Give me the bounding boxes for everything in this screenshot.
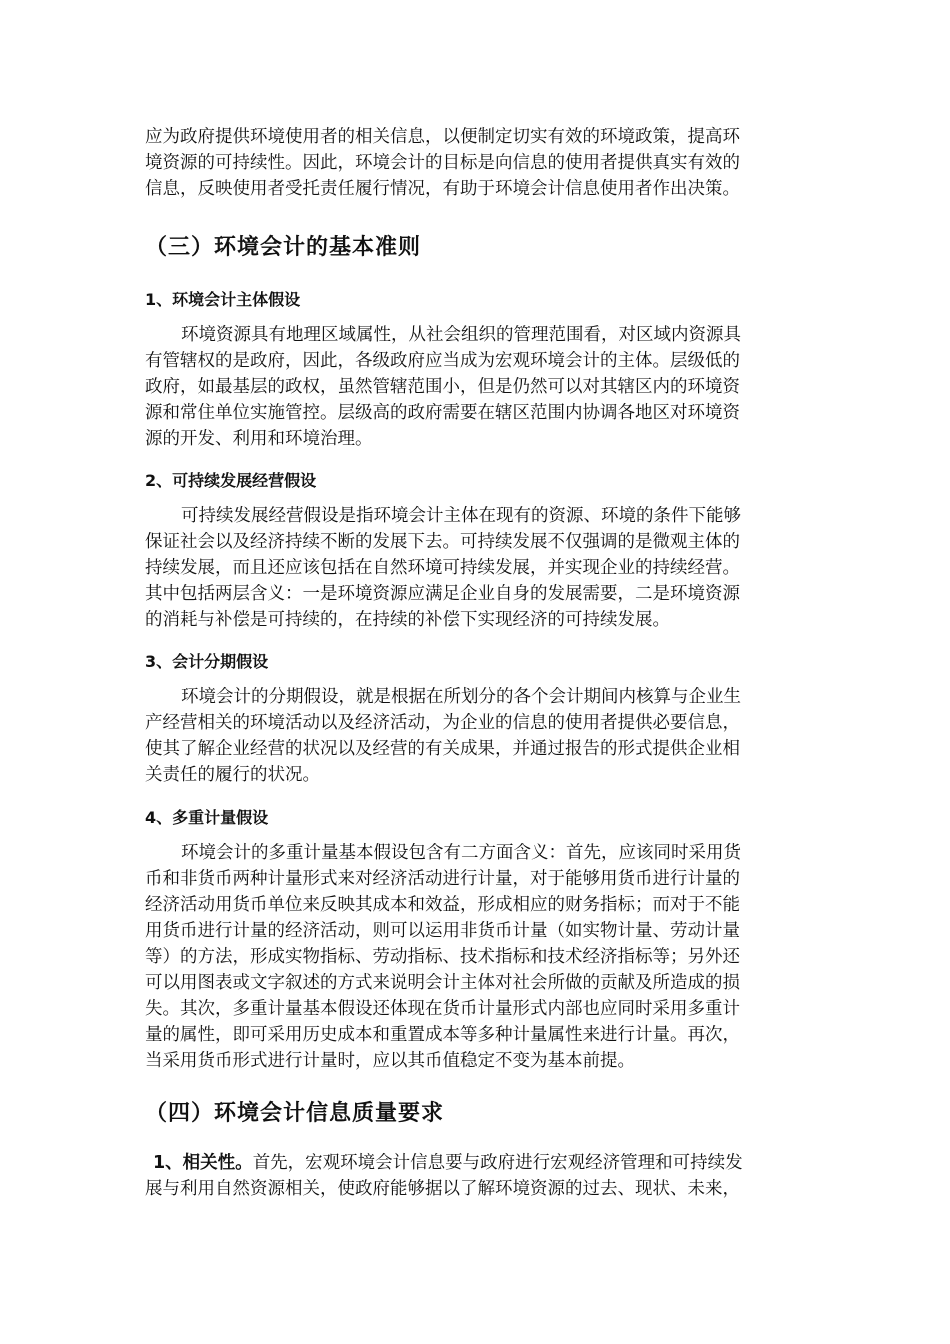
section-title: （三）环境会计的基本准则 bbox=[145, 235, 422, 260]
text-line bbox=[145, 1150, 807, 1176]
section-title: （四）环境会计信息质量要求 bbox=[145, 1101, 445, 1126]
text-line: 等）的方法，形成实物指标、劳动指标、技术指标和技术经济指标等；另外还 bbox=[145, 947, 740, 967]
subsection-paragraph bbox=[145, 322, 807, 452]
text-line: 环境会计的分期假设，就是根据在所划分的各个会计期间内核算与企业生 bbox=[181, 687, 741, 707]
subsection-paragraph bbox=[145, 840, 807, 1074]
text-line: 环境会计的多重计量基本假设包含有二方面含义：首先，应该同时采用货 bbox=[181, 843, 741, 863]
text-line: 环境资源具有地理区域属性，从社会组织的管理范围看，对区域内资源具 bbox=[181, 325, 741, 345]
text-line: 应为政府提供环境使用者的相关信息，以便制定切实有效的环境政策，提高环 bbox=[145, 127, 740, 147]
text-line: 用货币进行计量的经济活动，则可以运用非货币计量（如实物计量、劳动计量 bbox=[145, 921, 740, 941]
text-line: 境资源的可持续性。因此，环境会计的目标是向信息的使用者提供真实有效的 bbox=[145, 153, 740, 173]
text-line: 持续发展，而且还应该包括在自然环境可持续发展，并实现企业的持续经营。 bbox=[145, 558, 740, 578]
intro-paragraph bbox=[145, 124, 807, 202]
text-line: 源和常住单位实施管控。层级高的政府需要在辖区范围内协调各地区对环境资 bbox=[145, 403, 740, 423]
text-line: 其中包括两层含义：一是环境资源应满足企业自身的发展需要，二是环境资源 bbox=[145, 584, 740, 604]
subsection-heading: 4、多重计量假设 bbox=[145, 808, 269, 827]
text-line: 关责任的履行的状况。 bbox=[145, 765, 320, 785]
text-line: 经济活动用货币单位来反映其成本和效益，形成相应的财务指标；而对于不能 bbox=[145, 895, 740, 915]
text-line: 可以用图表或文字叙述的方式来说明会计主体对社会所做的贡献及所造成的损 bbox=[145, 973, 740, 993]
text-line: 信息，反映使用者受托责任履行情况，有助于环境会计信息使用者作出决策。 bbox=[145, 179, 740, 199]
text-line: 保证社会以及经济持续不断的发展下去。可持续发展不仅强调的是微观主体的 bbox=[145, 532, 740, 552]
subsection-heading: 3、会计分期假设 bbox=[145, 652, 269, 671]
text-line: 量的属性，即可采用历史成本和重置成本等多种计量属性来进行计量。再次， bbox=[145, 1025, 740, 1045]
requirement-text: 首先，宏观环境会计信息要与政府进行宏观经济管理和可持续发 bbox=[252, 1153, 743, 1173]
text-line: 政府，如最基层的政权，虽然管辖范围小，但是仍然可以对其辖区内的环境资 bbox=[145, 377, 740, 397]
text-line: 产经营相关的环境活动以及经济活动，为企业的信息的使用者提供必要信息， bbox=[145, 713, 740, 733]
text-line: 当采用货币形式进行计量时，应以其币值稳定不变为基本前提。 bbox=[145, 1051, 635, 1071]
subsection-heading: 2、可持续发展经营假设 bbox=[145, 471, 317, 490]
text-line: 有管辖权的是政府，因此，各级政府应当成为宏观环境会计的主体。层级低的 bbox=[145, 351, 740, 371]
text-line: 失。其次，多重计量基本假设还体现在货币计量形式内部也应同时采用多重计 bbox=[145, 999, 740, 1019]
text-line: 可持续发展经营假设是指环境会计主体在现有的资源、环境的条件下能够 bbox=[181, 506, 741, 526]
text-line: 的消耗与补偿是可持续的，在持续的补偿下实现经济的可持续发展。 bbox=[145, 610, 670, 630]
text-line: 币和非货币两种计量形式来对经济活动进行计量，对于能够用货币进行计量的 bbox=[145, 869, 740, 889]
subsection-heading: 1、环境会计主体假设 bbox=[145, 290, 301, 309]
subsection-paragraph bbox=[145, 684, 807, 788]
quality-requirement-paragraph bbox=[145, 1150, 807, 1202]
text-line: 源的开发、利用和环境治理。 bbox=[145, 429, 373, 449]
subsection-paragraph bbox=[145, 503, 807, 633]
requirement-lead: 1、相关性。 bbox=[153, 1153, 253, 1173]
text-line: 展与利用自然资源相关，使政府能够据以了解环境资源的过去、现状、未来， bbox=[145, 1179, 740, 1199]
text-line: 使其了解企业经营的状况以及经营的有关成果，并通过报告的形式提供企业相 bbox=[145, 739, 740, 759]
